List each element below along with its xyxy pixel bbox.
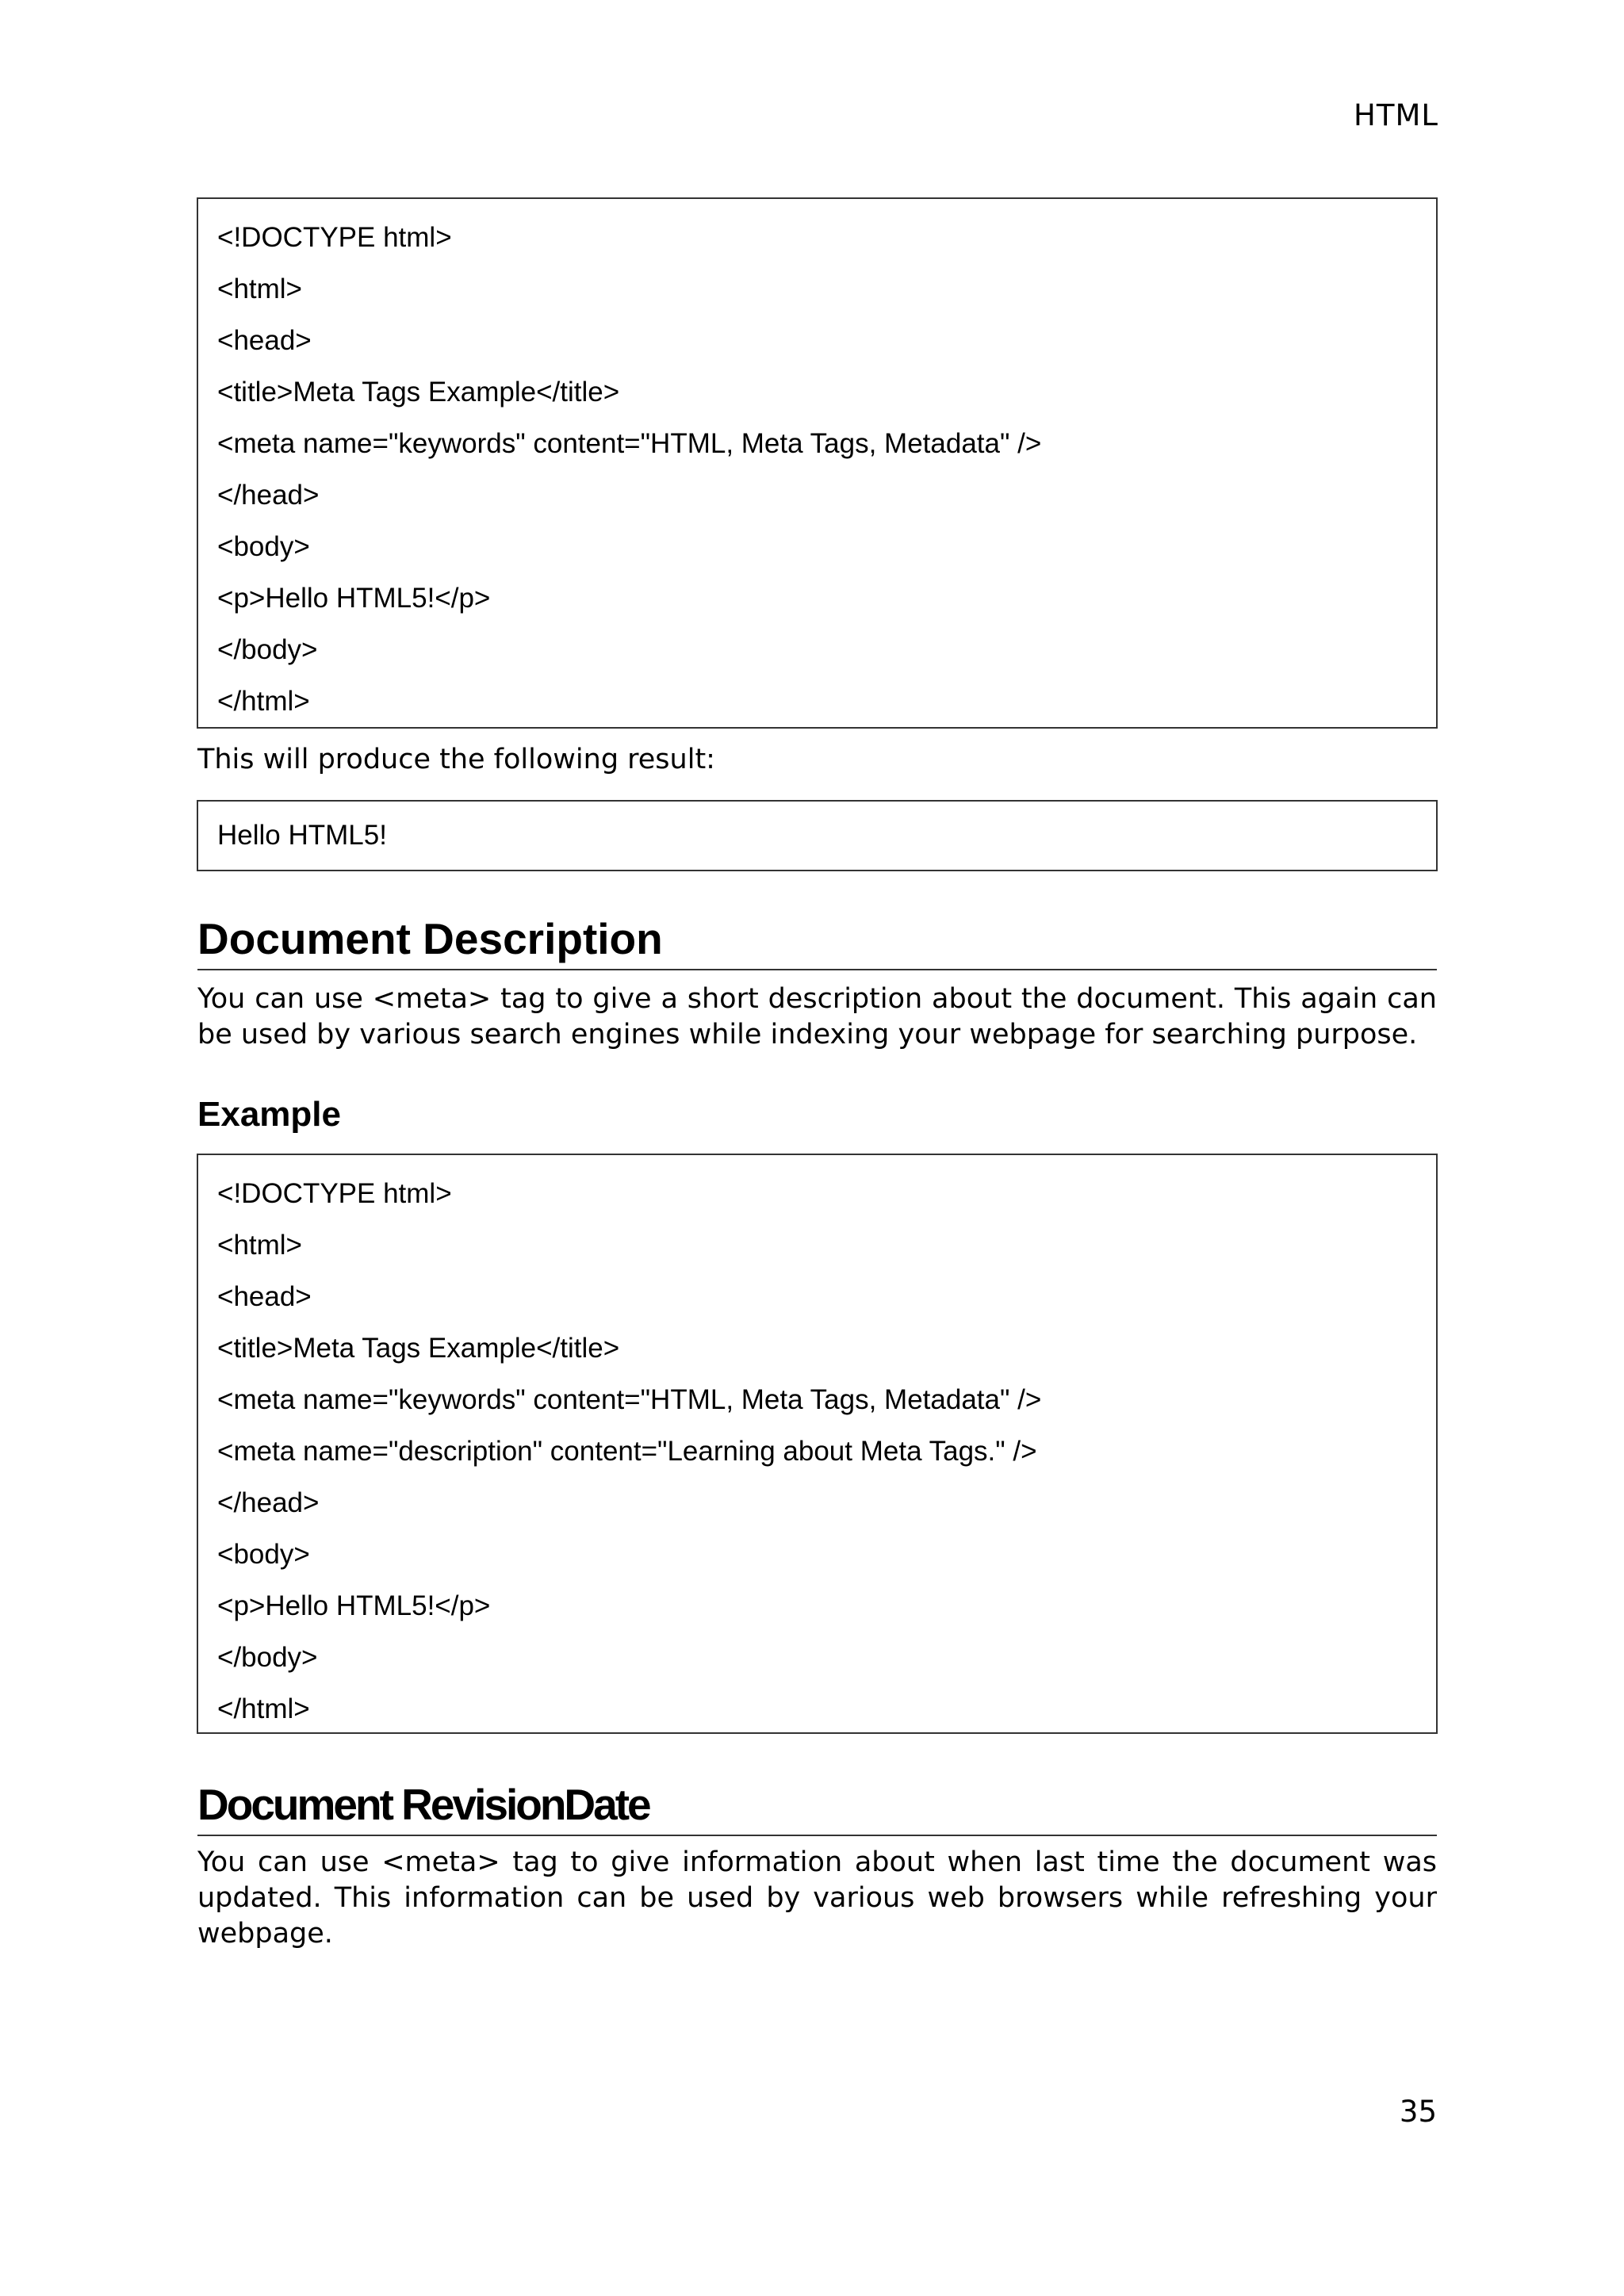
result-output-line: Hello HTML5! (217, 820, 387, 851)
code-line: <!DOCTYPE html> (217, 1178, 452, 1209)
code-line: <title>Meta Tags Example</title> (217, 377, 620, 408)
code-line: <p>Hello HTML5!</p> (217, 1590, 491, 1621)
code-line: <meta name="keywords" content="HTML, Meta Tags, Metadata" /> (217, 1384, 1042, 1415)
section-heading-document-description: Document Description (197, 910, 1437, 970)
code-line: <meta name="description" content="Learning about Meta Tags." /> (217, 1436, 1037, 1467)
code-line: </html> (217, 1693, 310, 1724)
document-revision-paragraph: You can use <meta> tag to give information about when last time the document was updated. This information can be used by various web browsers while refreshing your webpage. (197, 1846, 1437, 1950)
code-line: <title>Meta Tags Example</title> (217, 1333, 620, 1364)
running-header: HTML (1354, 98, 1438, 132)
code-line: </body> (217, 634, 318, 665)
code-line: <body> (217, 531, 310, 562)
code-line: </body> (217, 1642, 318, 1673)
code-line: <body> (217, 1539, 310, 1570)
code-line: <html> (217, 274, 302, 304)
code-line: <html> (217, 1230, 302, 1261)
result-output-box (197, 800, 1438, 871)
document-description-paragraph: You can use <meta> tag to give a short description about the document. This again can be used by various search engines while indexing your webpage for searching purpose. (197, 983, 1437, 1050)
code-line: <meta name="keywords" content="HTML, Meta Tags, Metadata" /> (217, 428, 1042, 459)
code-block-keywords-example (197, 197, 1438, 729)
section-heading-document-revision-date: Document RevisionDate (197, 1776, 1437, 1836)
code-block-description-example (197, 1154, 1438, 1734)
code-line: </head> (217, 480, 320, 511)
page-number: 35 (1399, 2095, 1437, 2129)
code-line: </head> (217, 1487, 320, 1518)
result-intro-text: This will produce the following result: (197, 744, 715, 775)
code-line: <head> (217, 1281, 312, 1312)
example-heading: Example (197, 1095, 341, 1134)
code-line: </html> (217, 686, 310, 717)
code-line: <p>Hello HTML5!</p> (217, 583, 491, 614)
code-line: <head> (217, 325, 312, 356)
code-line: <!DOCTYPE html> (217, 222, 452, 253)
